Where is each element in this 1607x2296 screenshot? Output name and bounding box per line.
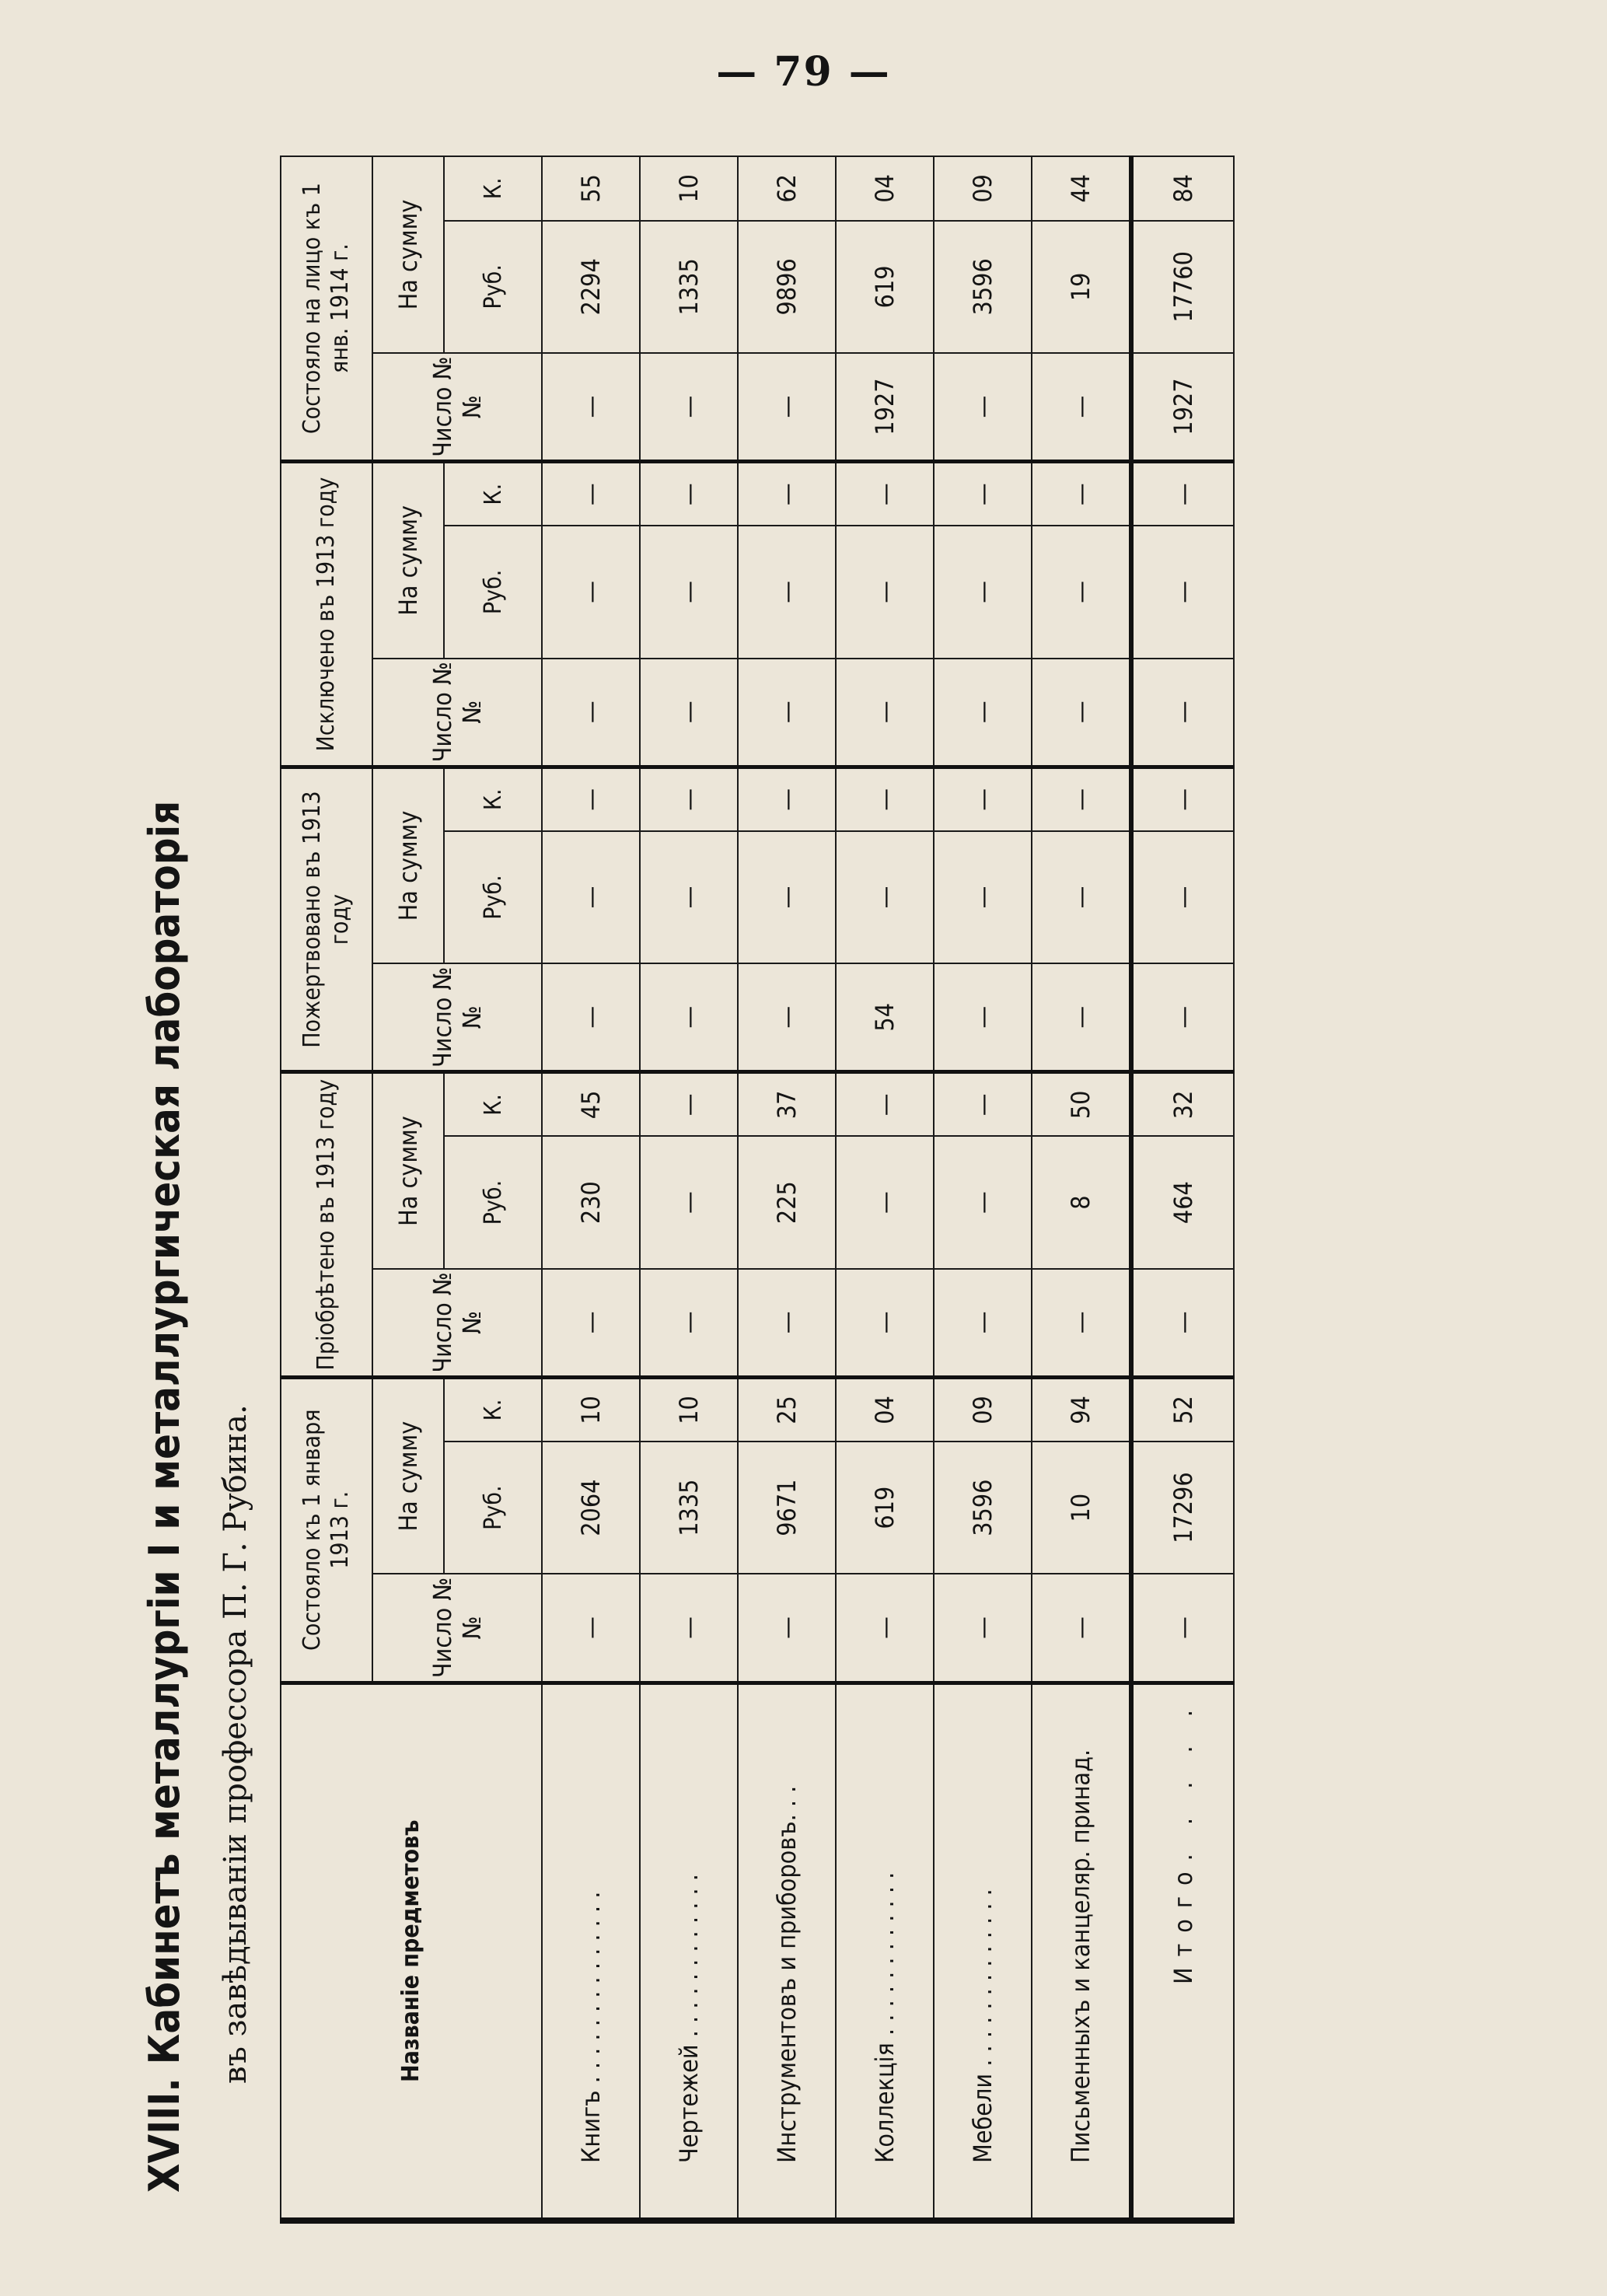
cell-end-1914-rub: 2294	[542, 221, 640, 353]
cell-start-1913-rub: 3596	[934, 1442, 1032, 1574]
header-sum: На сумму	[372, 462, 444, 659]
header-name: Названіе предметовъ	[281, 1683, 542, 2221]
header-kop: К.	[444, 156, 542, 221]
cell-end-1914-count: —	[542, 353, 640, 462]
cell-donated-kop: —	[542, 767, 640, 831]
header-rub: Руб.	[444, 526, 542, 658]
header-count: Число №№	[372, 1574, 542, 1683]
cell-end-1914-rub: 17760	[1131, 221, 1234, 353]
cell-end-1914-kop: 62	[738, 156, 836, 221]
cell-donated-count: —	[934, 963, 1032, 1072]
cell-acquired-kop: —	[640, 1072, 738, 1137]
cell-start-1913-kop: 94	[1032, 1377, 1131, 1442]
cell-excluded-count: —	[1131, 659, 1234, 767]
cell-donated-kop: —	[1032, 767, 1131, 831]
cell-start-1913-rub: 1335	[640, 1442, 738, 1574]
cell-donated-rub: —	[836, 831, 934, 963]
cell-excluded-rub: —	[738, 526, 836, 658]
table-row	[640, 156, 738, 2221]
cell-excluded-count: —	[640, 659, 738, 767]
cell-acquired-rub: —	[640, 1136, 738, 1268]
cell-end-1914-count: —	[640, 353, 738, 462]
item-name: Письменныхъ и канцеляр. принад.	[1032, 1683, 1131, 2221]
header-group-excluded: Исключено въ 1913 году	[281, 462, 372, 767]
header-sum: На сумму	[372, 156, 444, 353]
table-row	[1032, 156, 1131, 2221]
header-kop: К.	[444, 1072, 542, 1137]
header-rub: Руб.	[444, 1442, 542, 1574]
cell-donated-kop: —	[934, 767, 1032, 831]
cell-excluded-count: —	[738, 659, 836, 767]
cell-start-1913-kop: 25	[738, 1377, 836, 1442]
cell-excluded-rub: —	[640, 526, 738, 658]
header-rub: Руб.	[444, 221, 542, 353]
cell-end-1914-kop: 55	[542, 156, 640, 221]
cell-start-1913-kop: 52	[1131, 1377, 1234, 1442]
cell-excluded-kop: —	[1032, 462, 1131, 526]
cell-donated-kop: —	[836, 767, 934, 831]
cell-excluded-count: —	[934, 659, 1032, 767]
section-title: XVIII. Кабинетъ металлургіи I и металлургическая лабораторія	[140, 800, 189, 2193]
cell-start-1913-count: —	[738, 1574, 836, 1683]
page-number: — 79 —	[716, 48, 891, 96]
cell-donated-rub: —	[934, 831, 1032, 963]
cell-excluded-rub: —	[1032, 526, 1131, 658]
cell-end-1914-kop: 09	[934, 156, 1032, 221]
cell-acquired-kop: —	[836, 1072, 934, 1137]
header-kop: К.	[444, 767, 542, 831]
rotated-sheet	[124, 124, 1446, 2224]
item-name: Чертежей . . . . . . . . . . . .	[640, 1683, 738, 2221]
cell-acquired-kop: 37	[738, 1072, 836, 1137]
cell-excluded-rub: —	[542, 526, 640, 658]
cell-acquired-rub: 225	[738, 1136, 836, 1268]
cell-donated-kop: —	[1131, 767, 1234, 831]
cell-excluded-rub: —	[836, 526, 934, 658]
cell-start-1913-rub: 2064	[542, 1442, 640, 1574]
item-name: Мебели . . . . . . . . . . . . .	[934, 1683, 1032, 2221]
cell-excluded-kop: —	[934, 462, 1032, 526]
table-row	[542, 156, 640, 2221]
header-group-start-1913: Состояло къ 1 января 1913 г.	[281, 1377, 372, 1683]
item-name: Книгъ . . . . . . . . . . . . . .	[542, 1683, 640, 2221]
cell-acquired-kop: 32	[1131, 1072, 1234, 1137]
cell-acquired-kop: —	[934, 1072, 1032, 1137]
cell-acquired-count: —	[1131, 1269, 1234, 1378]
cell-end-1914-count: —	[934, 353, 1032, 462]
cell-acquired-rub: —	[836, 1136, 934, 1268]
cell-excluded-count: —	[542, 659, 640, 767]
header-sum: На сумму	[372, 767, 444, 963]
header-count: Число №№	[372, 659, 542, 767]
header-count: Число №№	[372, 1269, 542, 1378]
header-sum: На сумму	[372, 1377, 444, 1574]
cell-start-1913-count: —	[542, 1574, 640, 1683]
cell-acquired-rub: 230	[542, 1136, 640, 1268]
header-rub: Руб.	[444, 831, 542, 963]
cell-excluded-count: —	[1032, 659, 1131, 767]
cell-excluded-rub: —	[1131, 526, 1234, 658]
cell-donated-kop: —	[640, 767, 738, 831]
cell-excluded-kop: —	[1131, 462, 1234, 526]
item-name: Коллекція . . . . . . . . . . . .	[836, 1683, 934, 2221]
cell-donated-rub: —	[542, 831, 640, 963]
header-count: Число №№	[372, 353, 542, 462]
table-row	[738, 156, 836, 2221]
cell-start-1913-count: —	[1131, 1574, 1234, 1683]
cell-excluded-kop: —	[738, 462, 836, 526]
cell-donated-rub: —	[640, 831, 738, 963]
header-kop: К.	[444, 1377, 542, 1442]
header-kop: К.	[444, 462, 542, 526]
cell-start-1913-count: —	[836, 1574, 934, 1683]
cell-donated-rub: —	[738, 831, 836, 963]
cell-end-1914-rub: 19	[1032, 221, 1131, 353]
cell-excluded-rub: —	[934, 526, 1032, 658]
cell-start-1913-rub: 17296	[1131, 1442, 1234, 1574]
cell-donated-count: —	[738, 963, 836, 1072]
cell-excluded-count: —	[836, 659, 934, 767]
cell-end-1914-rub: 619	[836, 221, 934, 353]
cell-end-1914-rub: 1335	[640, 221, 738, 353]
cell-end-1914-kop: 04	[836, 156, 934, 221]
cell-acquired-rub: —	[934, 1136, 1032, 1268]
cell-acquired-count: —	[738, 1269, 836, 1378]
header-group-end-1914: Состояло на лицо къ 1 янв. 1914 г.	[281, 156, 372, 462]
cell-start-1913-count: —	[934, 1574, 1032, 1683]
cell-donated-kop: —	[738, 767, 836, 831]
cell-end-1914-kop: 44	[1032, 156, 1131, 221]
cell-excluded-kop: —	[640, 462, 738, 526]
cell-acquired-rub: 464	[1131, 1136, 1234, 1268]
header-group-donated: Пожертвовано въ 1913 году	[281, 767, 372, 1072]
header-group-acquired: Пріобрѣтено въ 1913 году	[281, 1072, 372, 1378]
cell-acquired-count: —	[934, 1269, 1032, 1378]
cell-start-1913-rub: 9671	[738, 1442, 836, 1574]
cell-start-1913-kop: 10	[542, 1377, 640, 1442]
item-name: Инструментовъ и приборовъ. . .	[738, 1683, 836, 2221]
cell-acquired-rub: 8	[1032, 1136, 1131, 1268]
header-sum: На сумму	[372, 1072, 444, 1269]
cell-acquired-count: —	[542, 1269, 640, 1378]
cell-donated-rub: —	[1032, 831, 1131, 963]
cell-end-1914-count: 1927	[836, 353, 934, 462]
cell-start-1913-rub: 619	[836, 1442, 934, 1574]
cell-acquired-kop: 50	[1032, 1072, 1131, 1137]
header-count: Число №№	[372, 963, 542, 1072]
item-name: Итого. . . . .	[1131, 1683, 1234, 2221]
cell-end-1914-kop: 10	[640, 156, 738, 221]
cell-acquired-count: —	[640, 1269, 738, 1378]
cell-donated-rub: —	[1131, 831, 1234, 963]
cell-start-1913-kop: 04	[836, 1377, 934, 1442]
cell-start-1913-kop: 10	[640, 1377, 738, 1442]
cell-donated-count: —	[1131, 963, 1234, 1072]
cell-end-1914-count: —	[1032, 353, 1131, 462]
cell-excluded-kop: —	[542, 462, 640, 526]
cell-excluded-kop: —	[836, 462, 934, 526]
cell-end-1914-kop: 84	[1131, 156, 1234, 221]
header-rub: Руб.	[444, 1136, 542, 1268]
cell-donated-count: —	[542, 963, 640, 1072]
cell-start-1913-count: —	[640, 1574, 738, 1683]
cell-donated-count: —	[640, 963, 738, 1072]
table-row	[934, 156, 1032, 2221]
total-row	[1131, 156, 1234, 2221]
cell-end-1914-count: —	[738, 353, 836, 462]
inventory-table	[280, 156, 1235, 2224]
cell-end-1914-count: 1927	[1131, 353, 1234, 462]
cell-end-1914-rub: 3596	[934, 221, 1032, 353]
section-subtitle: въ завѣдываніи профессора П. Г. Рубина.	[218, 1404, 253, 2084]
cell-acquired-count: —	[1032, 1269, 1131, 1378]
cell-acquired-count: —	[836, 1269, 934, 1378]
cell-end-1914-rub: 9896	[738, 221, 836, 353]
cell-start-1913-kop: 09	[934, 1377, 1032, 1442]
cell-donated-count: 54	[836, 963, 934, 1072]
cell-acquired-kop: 45	[542, 1072, 640, 1137]
cell-donated-count: —	[1032, 963, 1131, 1072]
cell-start-1913-rub: 10	[1032, 1442, 1131, 1574]
cell-start-1913-count: —	[1032, 1574, 1131, 1683]
table-row	[836, 156, 934, 2221]
